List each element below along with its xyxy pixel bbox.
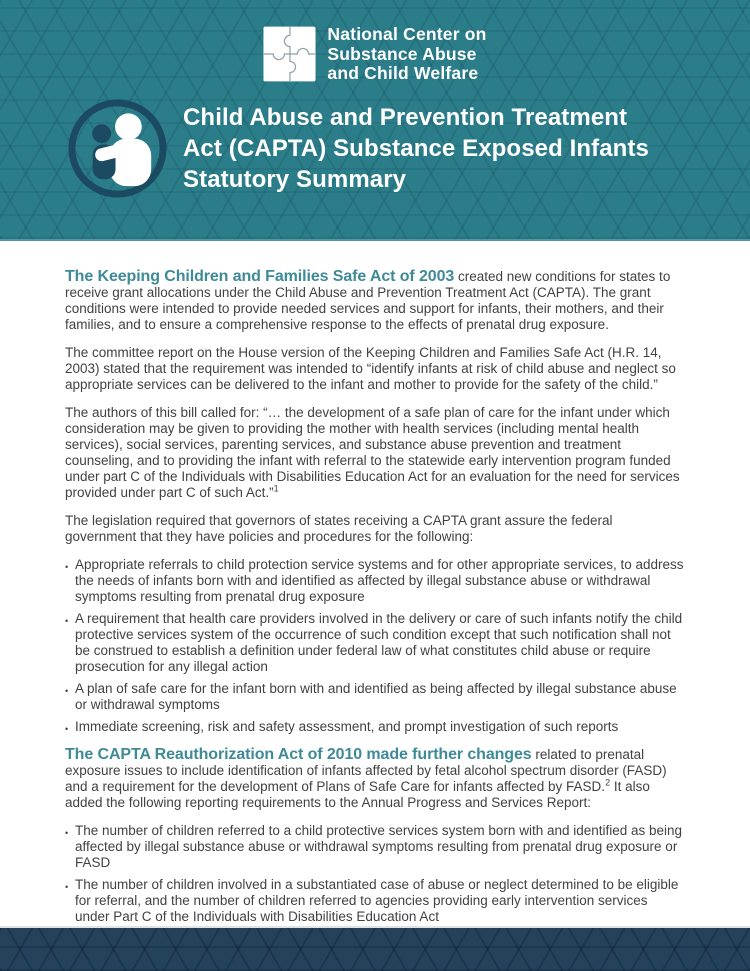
brand <box>0 0 750 84</box>
paragraph-bill-authors <box>65 405 685 501</box>
brand-name-line: National Center on <box>327 24 487 44</box>
bullet-marker: • <box>65 882 69 892</box>
section2-rest-b: It also added the following reporting requirements to the Annual Progress and Services Report: <box>65 779 650 810</box>
list-item-text: Immediate screening, risk and safety assessment, and prompt investigation of such reports <box>75 719 619 734</box>
reporting-bullet-list <box>65 823 685 925</box>
paragraph-legislation-required: The legislation required that governors of states receiving a CAPTA grant assure the federal government that they have policies and procedures for the following: <box>65 513 613 544</box>
bullet-marker: • <box>65 616 69 626</box>
title-banner <box>0 97 750 200</box>
list-item-text: A plan of safe care for the infant born with and identified as being affected by illegal substance abuse or withdrawal symptoms <box>75 681 677 712</box>
list-item <box>65 611 685 675</box>
puzzle-logo-icon <box>263 26 316 82</box>
brand-name <box>327 25 486 84</box>
paragraph-bill-authors-text: The authors of this bill called for: “… the development of a safe plan of care for the infant under which consideration may be given to providing the mother with health services (including mental health services), social services, parenting services, and substance abuse prevention and treatment counseling, and to providing the infant with referral to the statewide early intervention program funded under part C of the Individuals with Disabilities Education Act for an evaluation for the need for services provided under part C of such Act.” <box>65 405 680 500</box>
bullet-marker: • <box>65 686 69 696</box>
section1-heading-rest: created new conditions for states to receive grant allocations under the Child Abuse and Prevention Treatment Act (CAPTA). The grant conditions were intended to provide needed services and support for infants, their mothers, and their families, and to ensure a comprehensive response to the effects of prenatal drug exposure. <box>65 269 671 332</box>
page-title-line: Child Abuse and Prevention Treatment <box>183 103 628 131</box>
footnote-ref-1: 1 <box>273 483 279 494</box>
list-item <box>65 719 685 735</box>
list-item-text: A requirement that health care providers involved in the delivery or care of such infants notify the child protective services system of the occurrence of such condition except that such notification shall not be construed to establish a definition under federal law of what constitutes child abuse or require prosecution for any illegal action <box>75 611 683 674</box>
footer-band <box>0 926 750 971</box>
list-item <box>65 557 685 605</box>
paragraph-committee-report: The committee report on the House version of the Keeping Children and Families Safe Act (H.R. 14, 2003) stated that the requirement was intended to “identify infants at risk of child abuse and neglect so appropriate services can be delivered to the infant and mother to provide for the safety of the child.” <box>65 345 676 392</box>
list-item <box>65 877 685 925</box>
section1-heading: The Keeping Children and Families Safe Act of 2003 <box>65 268 455 285</box>
footnote-ref-2: 2 <box>605 777 611 788</box>
bullet-marker: • <box>65 724 69 734</box>
page-title-line: Statutory Summary <box>183 165 407 193</box>
bullet-marker: • <box>65 828 69 838</box>
list-item-text: The number of children referred to a child protective services system born with and identified as being affected by illegal substance abuse or withdrawal symptoms resulting from prenatal drug exposure or FASD <box>75 823 683 870</box>
document-body <box>0 241 750 925</box>
caregiver-child-icon <box>66 97 169 200</box>
page-title-line: Act (CAPTA) Substance Exposed Infants <box>183 134 649 162</box>
brand-name-line: Substance Abuse <box>327 43 477 64</box>
list-item-text: Appropriate referrals to child protection service systems and for other appropriate services, to address the needs of infants born with and identified as affected by illegal substance abuse or withdrawal symptoms resulting from prenatal drug exposure <box>75 557 684 604</box>
reauthorization-paragraph <box>65 747 685 811</box>
section2-heading: The CAPTA Reauthorization Act of 2010 made further changes <box>65 746 532 763</box>
header-banner <box>0 0 750 241</box>
intro-paragraph <box>65 269 685 333</box>
page-title <box>183 102 649 195</box>
requirements-bullet-list <box>65 557 685 735</box>
list-item-text: The number of children involved in a substantiated case of abuse or neglect determined to be eligible for referral, and the number of children referred to agencies providing early intervention services under Part C of the Individuals with Disabilities Education Act <box>75 877 679 924</box>
list-item <box>65 681 685 713</box>
brand-name-line: and Child Welfare <box>327 63 479 83</box>
list-item <box>65 823 685 871</box>
section2-rest-a: related to prenatal exposure issues to include identification of infants affected by fetal alcohol spectrum disorder (FASD) and a requirement for the development of Plans of Safe Care for infants affected by FASD. <box>65 747 667 794</box>
bullet-marker: • <box>65 562 69 572</box>
